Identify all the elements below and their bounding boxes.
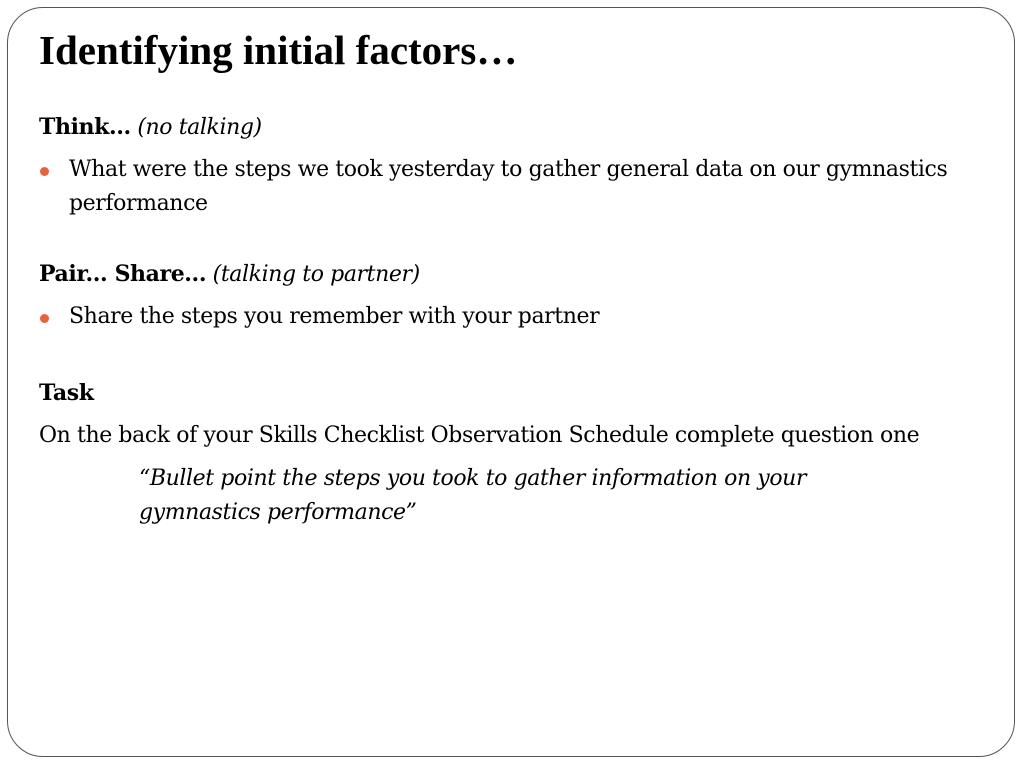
think-bullet-text: What were the steps we took yesterday to gather general data on our gymnastics performance: [69, 157, 948, 216]
task-instructions: On the back of your Skills Checklist Observation Schedule complete question one: [39, 423, 920, 448]
task-label: Task: [39, 380, 94, 406]
bullet-dot-icon: [40, 167, 49, 176]
slide-body: [39, 110, 979, 530]
bullet-dot-icon: [40, 314, 49, 323]
task-heading: [39, 376, 979, 411]
pair-share-heading: [39, 257, 979, 292]
think-heading: [39, 110, 979, 145]
pair-share-label: Pair... Share...: [39, 261, 207, 287]
task-quote: “Bullet point the steps you took to gather information on your gymnastics performance”: [139, 466, 807, 525]
think-label: Think...: [39, 114, 131, 140]
slide-title: Identifying initial factors…: [39, 27, 518, 73]
pair-bullet-item: [39, 300, 979, 334]
pair-bullet-text: Share the steps you remember with your partner: [69, 304, 600, 329]
think-bullet-item: [39, 153, 979, 221]
think-note: (no talking): [137, 115, 262, 140]
pair-share-note: (talking to partner): [212, 262, 420, 287]
